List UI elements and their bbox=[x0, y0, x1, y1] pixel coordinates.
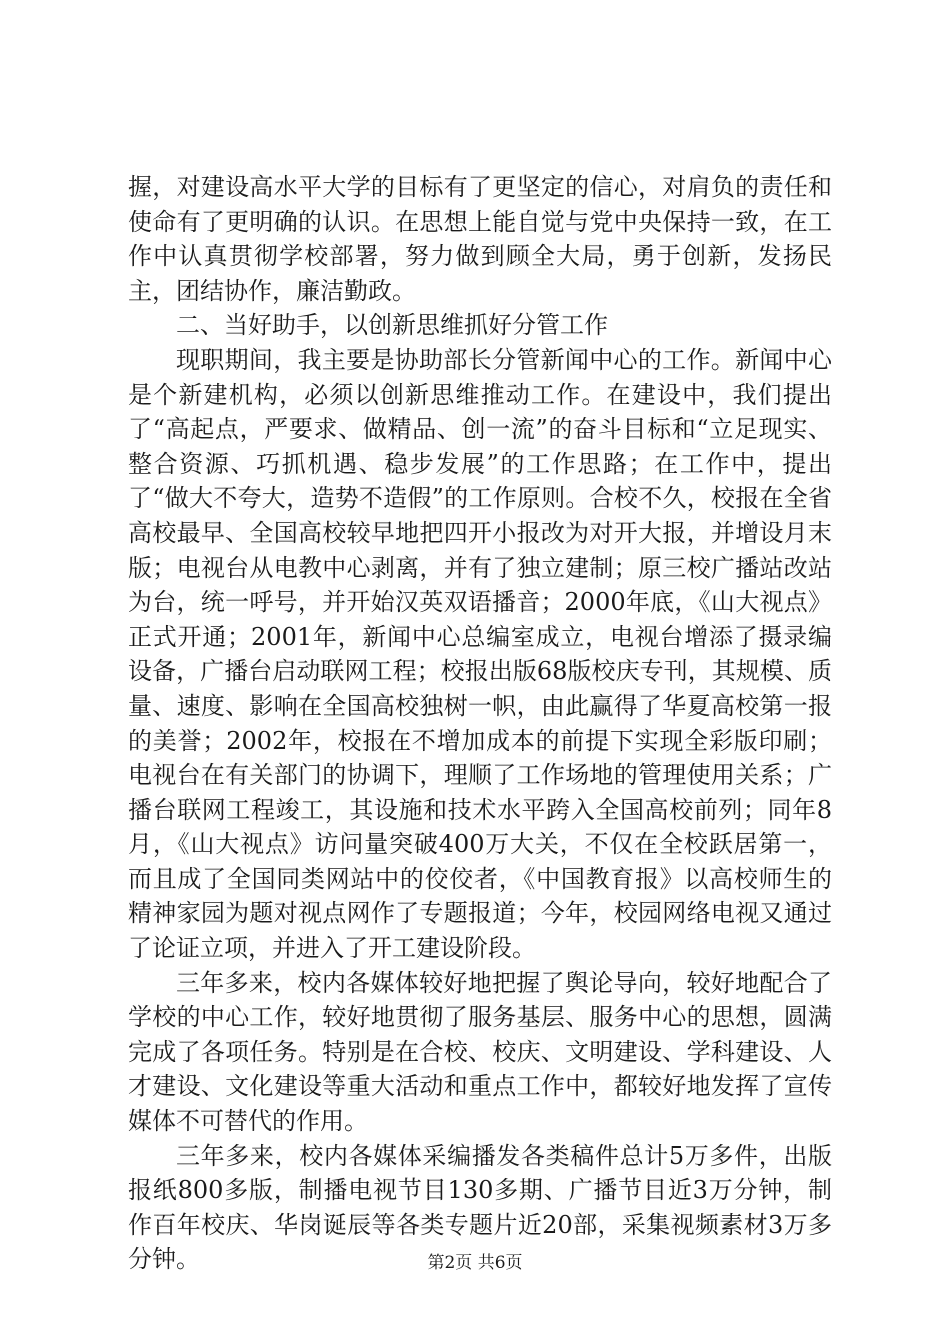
document-body bbox=[128, 170, 832, 1277]
paragraph-media-guidance: 三年多来，校内各媒体较好地把握了舆论导向，较好地配合了学校的中心工作，较好地贯彻了服务基层、服务中心的思想，圆满完成了各项任务。特别是在合校、校庆、文明建设、学科建设、人才建设、文化建设等重大活动和重点工作中，都较好地发挥了宣传媒体不可替代的作用。 bbox=[128, 968, 832, 1136]
paragraph-continuation: 握，对建设高水平大学的目标有了更坚定的信心，对肩负的责任和使命有了更明确的认识。在思想上能自觉与党中央保持一致，在工作中认真贯彻学校部署，努力做到顾全大局，勇于创新，发扬民主，团结协作，廉洁勤政。 bbox=[128, 173, 832, 305]
page-number-footer: 第2页 共6页 bbox=[427, 1253, 523, 1273]
paragraph-news-center: 现职期间，我主要是协助部长分管新闻中心的工作。新闻中心是个新建机构，必须以创新思维推动工作。在建设中，我们提出了“高起点，严要求、做精品、创一流”的奋斗目标和“立足现实、整合资源、巧抓机遇、稳步发展”的工作思路；在工作中，提出了“做大不夸大，造势不造假”的工作原则。合校不久，校报在全省高校最早、全国高校较早地把四开小报改为对开大报，并增设月末版；电视台从电教中心剥离，并有了独立建制；原三校广播站改站为台，统一呼号，并开始汉英双语播音；2000年底，《山大视点》正式开通；2001年，新闻中心总编室成立，电视台增添了摄录编设备，广播台启动联网工程；校报出版68版校庆专刊，其规模、质量、速度、影响在全国高校独树一帜，由此赢得了华夏高校第一报的美誉；2002年，校报在不增加成本的前提下实现全彩版印刷；电视台在有关部门的协调下，理顺了工作场地的管理使用关系；广播台联网工程竣工，其设施和技术水平跨入全国高校前列；同年8月，《山大视点》访问量突破400万大关，不仅在全校跃居第一，而且成了全国同类网站中的佼佼者，《中国教育报》以高校师生的精神家园为题对视点网作了专题报道；今年，校园网络电视又通过了论证立项，并进入了开工建设阶段。 bbox=[128, 345, 832, 963]
paragraph-media-output: 三年多来，校内各媒体采编播发各类稿件总计5万多件，出版报纸800多版，制播电视节目130多期、广播节目近3万分钟，制作百年校庆、华岗诞辰等各类专题片近20部，采集视频素材3万多分钟。 bbox=[128, 1141, 832, 1274]
section-heading: 二、当好助手，以创新思维抓好分管工作 bbox=[176, 311, 608, 340]
